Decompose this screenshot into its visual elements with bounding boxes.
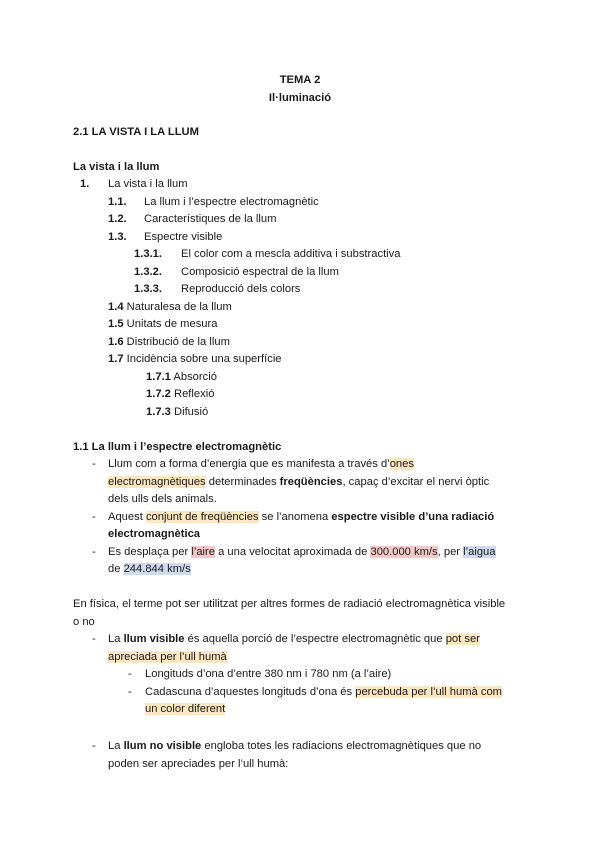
toc-item: 1.7 Incidència sobre una superfície <box>108 353 282 365</box>
bullet-text: Aquest conjunt de freqüències se l’anomena espectre visible d’una radiació <box>108 511 495 523</box>
bullet-dash: - <box>92 511 96 523</box>
toc-heading: La vista i la llum <box>73 161 160 173</box>
toc-item: 1.3.3. Reproducció dels colors <box>134 283 301 295</box>
bullet-dash: - <box>92 458 96 470</box>
bullet-text: La llum visible és aquella porció de l’espectre electromagnètic que pot ser <box>108 633 480 645</box>
sub-bullet-text: un color diferent <box>145 703 226 715</box>
sub-bullet-text: Longituds d’ona d’entre 380 nm i 780 nm (a l’aire) <box>145 668 392 680</box>
bullet-text: electromagnètiques determinades freqüències, capaç d’excitar el nervi òptic <box>108 476 490 488</box>
toc-item: 1.7.3 Difusió <box>146 406 209 418</box>
bullet-text: Es desplaça per l’aire a una velocitat aproximada de 300.000 km/s, per l’aigua <box>108 546 496 558</box>
bullet-text: de 244.844 km/s <box>108 563 191 575</box>
doc-subtitle: Il·luminació <box>268 92 332 104</box>
bullet-dash: - <box>128 686 132 698</box>
toc-item: 1.3.1. El color com a mescla additiva i substractiva <box>134 248 401 260</box>
bullet-text: dels ulls dels animals. <box>108 493 217 505</box>
bullet-dash: - <box>92 546 96 558</box>
toc-item: 1.5 Unitats de mesura <box>108 318 218 330</box>
toc-item: 1.1. La llum i l’espectre electromagnètic <box>108 196 319 208</box>
doc-title: TEMA 2 <box>279 74 321 86</box>
toc-item: 1.2. Característiques de la llum <box>108 213 277 225</box>
toc-item: 1.4 Naturalesa de la llum <box>108 301 232 313</box>
bullet-dash: - <box>92 740 96 752</box>
bullet-text: poden ser apreciades per l’ull humà: <box>108 758 289 770</box>
bullet-text: electromagnètica <box>108 528 201 540</box>
bullet-dash: - <box>92 633 96 645</box>
paragraph-text: o no <box>73 616 95 628</box>
toc-item: 1.7.1 Absorció <box>146 371 217 383</box>
bullet-text: La llum no visible engloba totes les radiacions electromagnètiques que no <box>108 740 482 752</box>
toc-item: 1.3.2. Composició espectral de la llum <box>134 266 339 278</box>
paragraph-text: En física, el terme pot ser utilitzat per altres formes de radiació electromagnètica visible <box>73 598 506 610</box>
toc-item: 1.7.2 Reflexió <box>146 388 215 400</box>
bullet-dash: - <box>128 668 132 680</box>
sub-bullet-text: Cadascuna d’aquestes longituds d’ona és percebuda per l’ull humà com <box>145 686 502 698</box>
toc-item: 1. La vista i la llum <box>80 178 188 190</box>
toc-item: 1.3. Espectre visible <box>108 231 223 243</box>
bullet-text: apreciada per l’ull humà <box>108 651 227 663</box>
subsection-heading: 1.1 La llum i l’espectre electromagnètic <box>73 441 282 453</box>
toc-item: 1.6 Distribució de la llum <box>108 336 230 348</box>
bullet-text: Llum com a forma d’energia que es manifesta a través d’ones <box>108 458 414 470</box>
section-heading: 2.1 LA VISTA I LA LLUM <box>73 126 199 138</box>
